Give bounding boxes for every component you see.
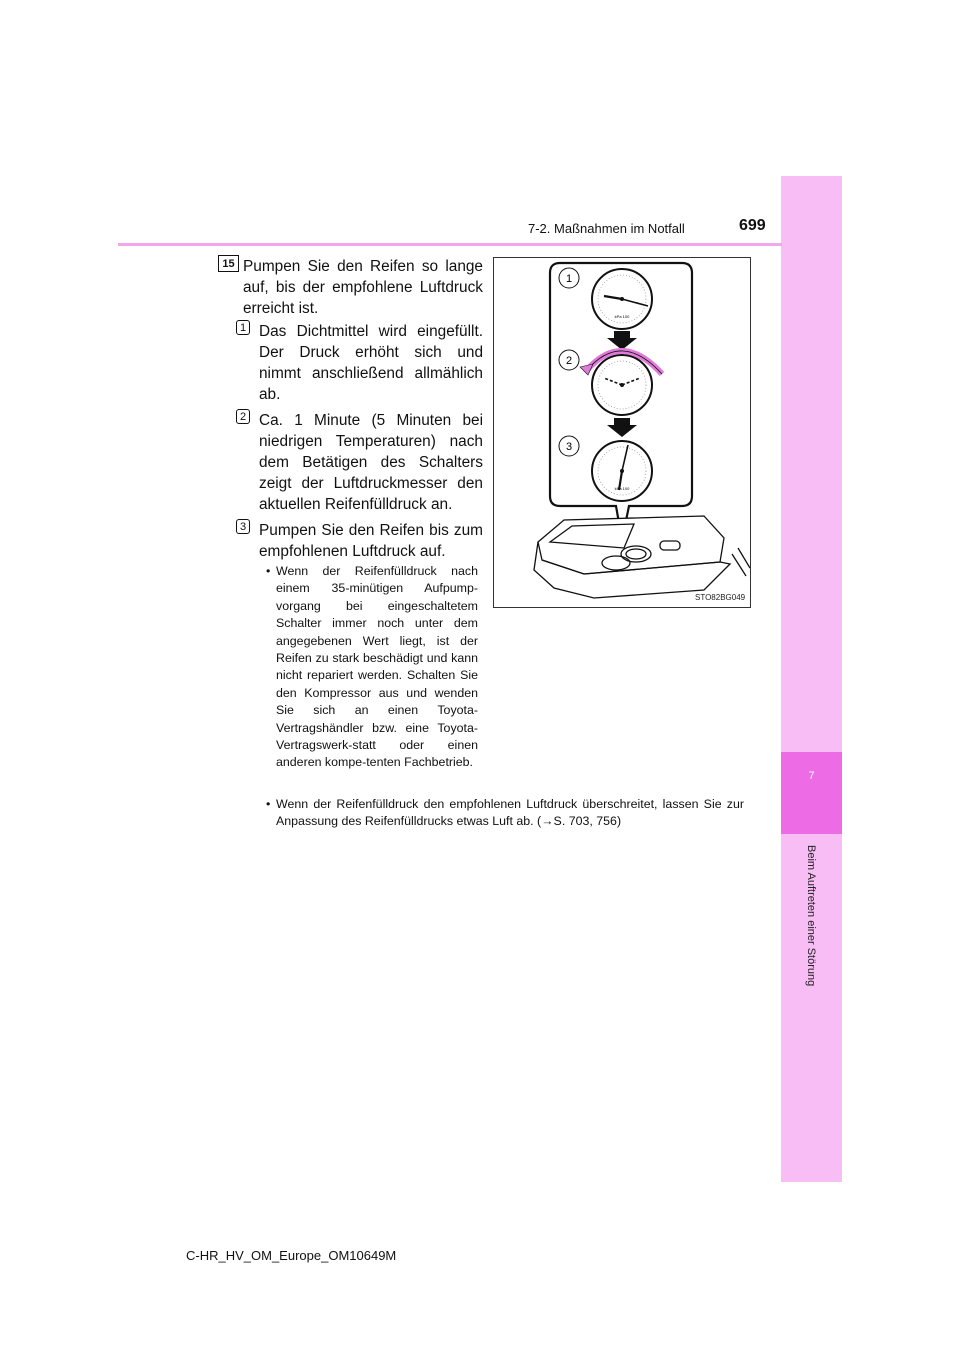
compressor-gauge-drawing: [494, 258, 750, 607]
substep-1-badge: 1: [236, 320, 250, 335]
section-title: 7-2. Maßnahmen im Notfall: [528, 221, 685, 236]
note-2-text: Wenn der Reifenfülldruck den empfohlenen Luftdruck überschreitet, lassen Sie zur Anpassung des Reifenfülldrucks etwas Luft ab. (→S. 703, 756): [276, 797, 744, 829]
gauge-illustration: [493, 257, 751, 608]
chapter-side-tab: [781, 176, 842, 1182]
chapter-title: Beim Auftreten einer Störung: [805, 845, 817, 987]
chapter-number: 7: [808, 770, 815, 782]
callout-1: [559, 268, 579, 288]
gauge-3: [592, 441, 652, 501]
svg-text:3: 3: [565, 441, 573, 453]
note-1-text: Wenn der Reifenfülldruck nach einem 35-minütigen Aufpump-vorgang bei eingeschaltetem Schalter immer noch unter dem angegebenen Wert liegt, ist der Reifen zu stark beschädigt und kann nicht repariert werden. Schalten Sie den Kompressor aus und wenden Sie sich an einen Toyota-Vertragshändler bzw. eine Toyota-Vertragswerk-statt oder einen anderen kompe-tenten Fachbetrieb.: [276, 564, 478, 770]
figure-id: STO82BG049: [695, 593, 746, 602]
svg-text:kPa 100: kPa 100: [614, 486, 630, 491]
substep-2-badge: 2: [236, 409, 250, 424]
page-number: 699: [739, 217, 766, 234]
substep-3-text: Pumpen Sie den Reifen bis zum empfohlenen Luftdruck auf.: [259, 522, 483, 560]
step-number-badge: 15: [218, 255, 239, 272]
gauge-1: [592, 269, 652, 329]
svg-text:1: 1: [565, 273, 573, 285]
substep-2-text: Ca. 1 Minute (5 Minuten bei niedrigen Temperaturen) nach dem Betätigen des Schalters zeigt der Luftdruckmesser den aktuellen Reifenfülldruck an.: [259, 412, 483, 513]
callout-2: [559, 350, 579, 370]
callout-3: [559, 436, 579, 456]
note-2-bullet: •: [266, 797, 271, 811]
note-1-bullet: •: [266, 564, 271, 578]
chapter-active-marker: [781, 752, 842, 834]
step-text: Pumpen Sie den Reifen so lange auf, bis der empfohlene Luftdruck erreicht ist.: [243, 258, 483, 317]
compressor-body: [534, 516, 750, 598]
substep-3-badge: 3: [236, 519, 250, 534]
header-rule: [118, 243, 782, 246]
substep-1-text: Das Dichtmittel wird eingefüllt. Der Druck erhöht sich und nimmt anschließend allmählich ab.: [259, 323, 483, 403]
document-id: C-HR_HV_OM_Europe_OM10649M: [186, 1248, 397, 1263]
svg-text:2: 2: [565, 355, 573, 367]
svg-text:kPa 100: kPa 100: [614, 314, 630, 319]
